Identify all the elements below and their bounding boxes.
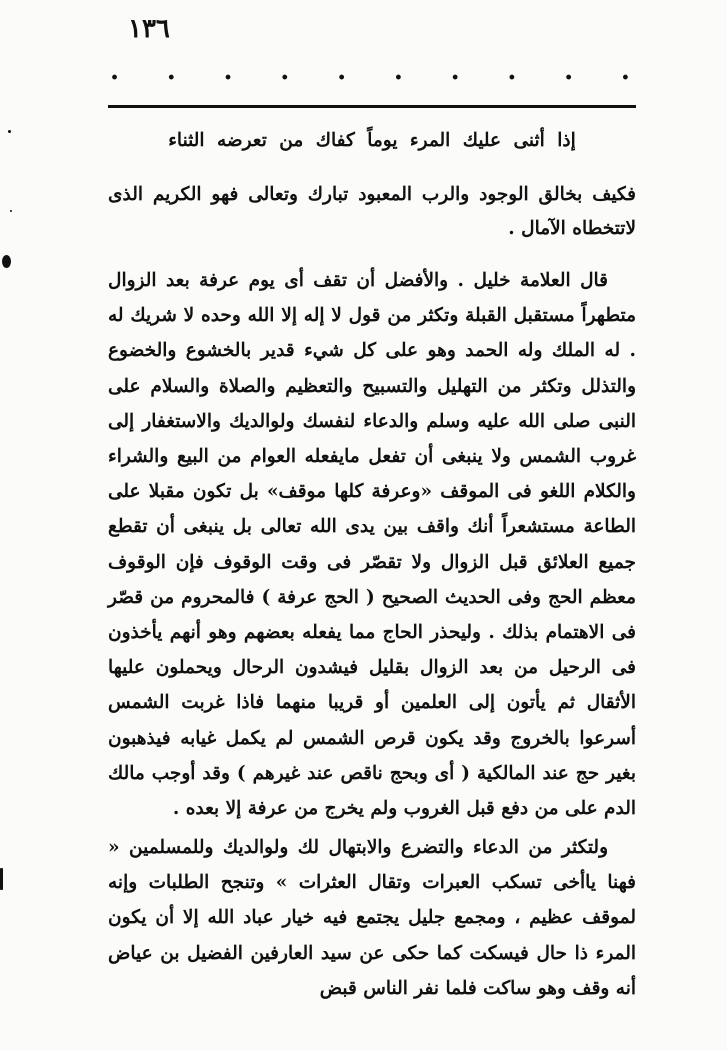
- ornament-dot: .: [223, 56, 233, 86]
- page-number: ١٣٦: [128, 14, 170, 44]
- ornament-dot: .: [393, 56, 403, 86]
- scan-edge-mark: [10, 210, 12, 212]
- ornament-dot: .: [166, 56, 176, 86]
- ornament-dot: .: [337, 56, 347, 86]
- ornament-dot: .: [110, 56, 120, 86]
- ornament-dot: .: [507, 56, 517, 86]
- ornament-dot: .: [280, 56, 290, 86]
- poetry-verse: إذا أثنى عليك المرء يوماً كفاك من تعرضه الثناء: [168, 130, 576, 151]
- scan-edge-mark: [8, 130, 11, 133]
- scan-edge-mark: [0, 868, 3, 890]
- paragraph-3: ولتكثر من الدعاء والتضرع والابتهال لك ولوالديك وللمسلمين « فهنا ياأخى تسكب العبرات وتقال العثرات » وتنجح الطلبات وإنه لموقف عظيم ، ومجمع جليل يجتمع فيه خيار عباد الله إلا أن يكون المرء ذا حال فيسكت كما حكى عن سيد العارفين الفضيل بن عياض أنه وقف وهو ساكت فلما نفر الناس قبض: [108, 837, 636, 999]
- paragraph-2: قال العلامة خليل . والأفضل أن تقف أى يوم عرفة بعد الزوال متطهراً مستقبل القبلة وتكثر من قول لا إله إلا الله وحده لا شريك له . له الملك وله الحمد وهو على كل شيء قدير بالخشوع والخضوع والتذلل وتكثر من التهليل والتسبيح والتعظيم والصلاة والسلام على النبى صلى الله عليه وسلم والدعاء لنفسك ولوالديك والاستغفار إلى غروب الشمس ولا ينبغى أن تفعل مايفعله العوام من البيع والشراء والكلام اللغو فى الموقف «وعرفة كلها موقف» بل تكون مقبلا على الطاعة مستشعراً أنك واقف بين يدى الله تعالى بل ينبغى أن تقطع جميع العلائق قبل الزوال ولا تقصّر فى وقت الوقوف فإن الوقوف معظم الحج وفى الحديث الصحيح ( الحج عرفة ) فالمحروم من قصّر فى الاهتمام بذلك . وليحذر الحاج مما يفعله بعضهم وهو أنهم يأخذون فى الرحيل من بعد الزوال بقليل فيشدون الرحال ويحملون عليها الأثقال ثم يأتون إلى العلمين أو قريبا منهما فاذا غربت الشمس أسرعوا بالخروج وقد يكون قرص الشمس لم يكمل غيابه فيذهبون بغير حج عند المالكية ( أى وبحج ناقص عند غيرهم ) وقد أوجب مالك الدم على من دفع قبل الغروب ولم يخرج من عرفة إلا بعده .: [108, 270, 636, 820]
- ornament-dots: [110, 58, 630, 84]
- paragraph-1: فكيف بخالق الوجود والرب المعبود تبارك وتعالى فهو الكريم الذى لاتتخطاه الآمال .: [108, 184, 636, 239]
- ornament-dot: .: [450, 56, 460, 86]
- ornament-dot: .: [564, 56, 574, 86]
- scan-edge-mark: [2, 255, 11, 268]
- header-rule: [108, 105, 636, 108]
- ornament-dot: .: [620, 56, 630, 86]
